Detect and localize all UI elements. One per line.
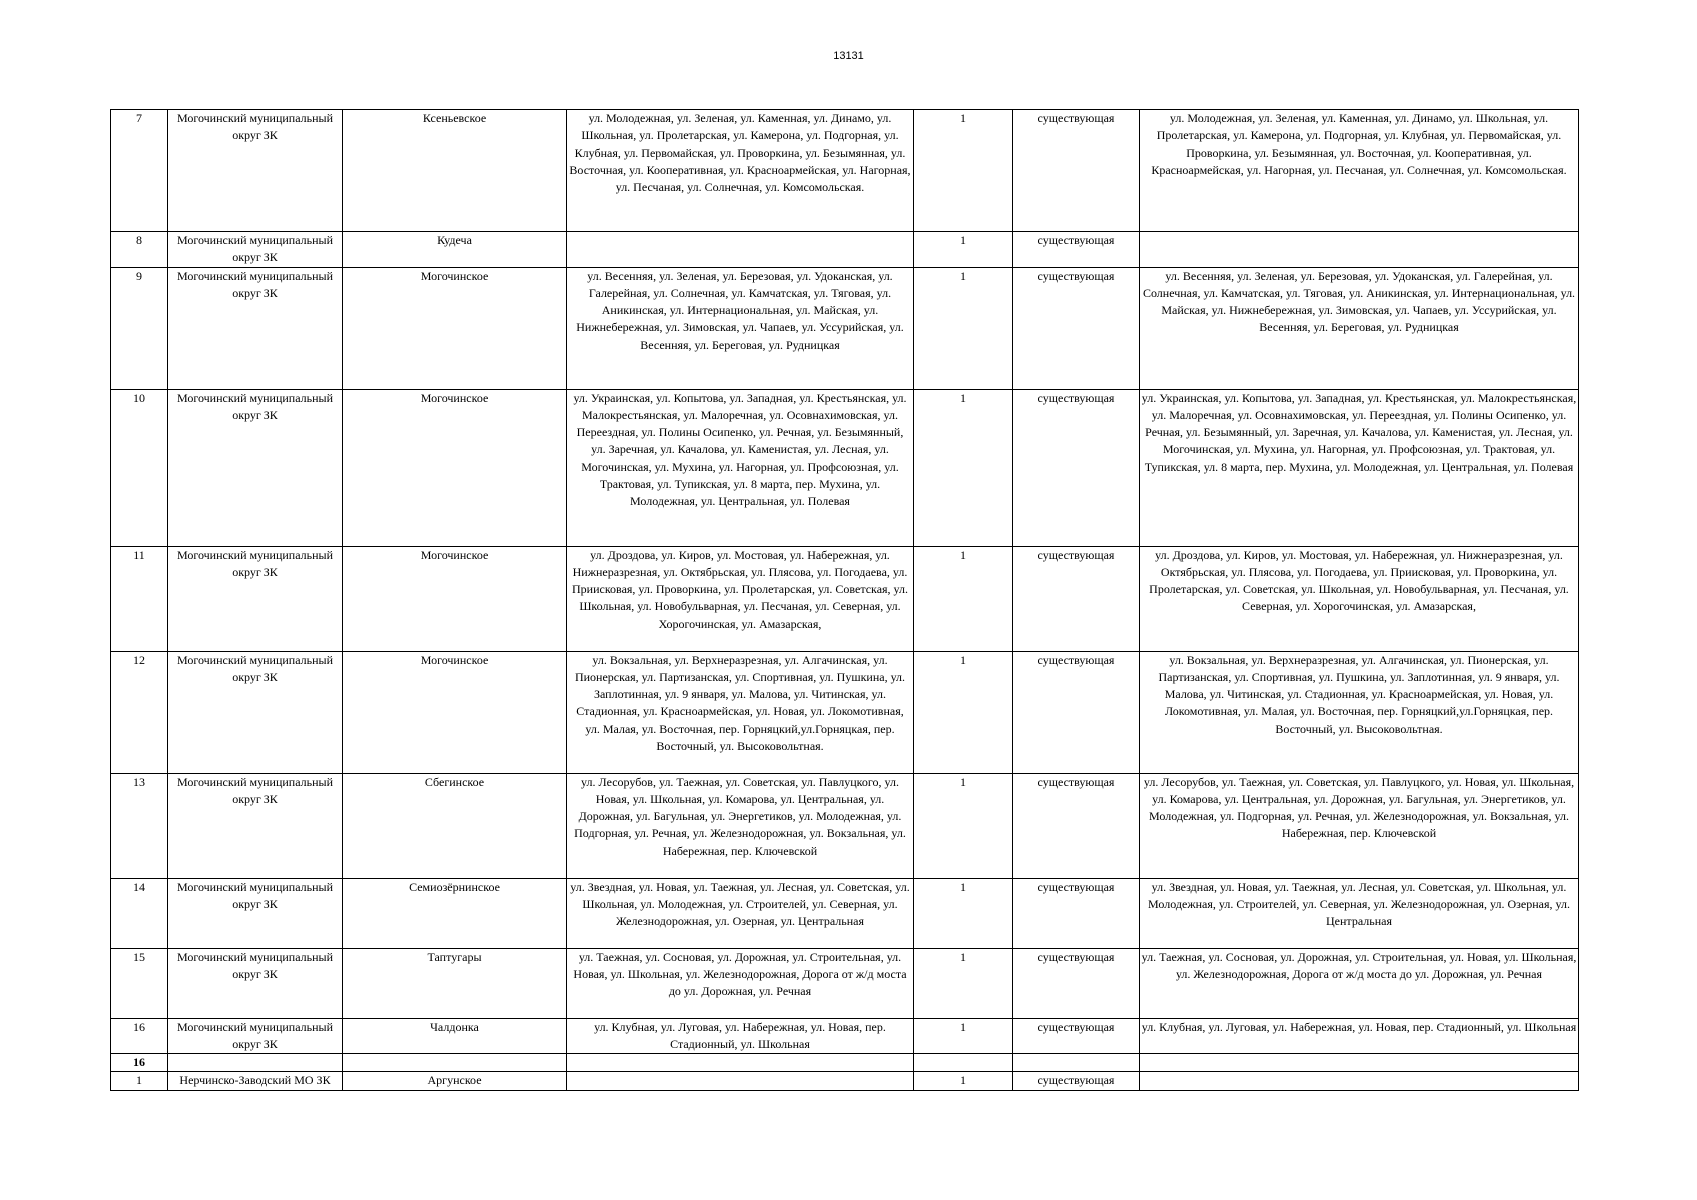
status-cell: существующая	[1013, 546, 1140, 651]
roads-registry-table	[110, 109, 1579, 1091]
district-cell: Могочинский муниципальный округ ЗК	[168, 546, 343, 651]
row-number-cell: 15	[111, 948, 168, 1018]
streets-cell: ул. Звездная, ул. Новая, ул. Таежная, ул. Лесная, ул. Советская, ул. Школьная, ул. Молодежная, ул. Строителей, ул. Северная, ул. Железнодорожная, ул. Озерная, ул. Центральная	[567, 878, 914, 948]
table-row	[111, 651, 1579, 773]
table-row	[111, 110, 1579, 232]
settlement-cell: Чалдонка	[343, 1018, 567, 1054]
total-row	[111, 1054, 1579, 1072]
district-cell: Могочинский муниципальный округ ЗК	[168, 651, 343, 773]
status-cell: существующая	[1013, 389, 1140, 546]
settlement-cell: Могочинское	[343, 651, 567, 773]
streets-cell: ул. Дроздова, ул. Киров, ул. Мостовая, ул. Набережная, ул. Нижнеразрезная, ул. Октябрьская, ул. Плясова, ул. Погодаева, ул. Приисковая, ул. Проворкина, ул. Пролетарская, ул. Советская, ул. Школьная, ул. Новобульварная, ул. Песчаная, ул. Северная, ул. Хорогочинская, ул. Амазарская,	[567, 546, 914, 651]
table-row	[111, 1072, 1579, 1090]
streets-cell: ул. Таежная, ул. Сосновая, ул. Дорожная, ул. Строительная, ул. Новая, ул. Школьная, ул. Железнодорожная, Дорога от ж/д моста до ул. Дорожная, ул. Речная	[567, 948, 914, 1018]
streets-detail-cell: ул. Лесорубов, ул. Таежная, ул. Советская, ул. Павлуцкого, ул. Новая, ул. Школьная, ул. Комарова, ул. Центральная, ул. Дорожная, ул. Багульная, ул. Энергетиков, ул. Молодежная, ул. Подгорная, ул. Речная, ул. Железнодорожная, ул. Вокзальная, ул. Набережная, пер. Ключевской	[1140, 773, 1579, 878]
streets-detail-cell	[1140, 1072, 1579, 1090]
empty-cell	[914, 1054, 1013, 1072]
status-cell: существующая	[1013, 773, 1140, 878]
streets-cell: ул. Клубная, ул. Луговая, ул. Набережная, ул. Новая, пер. Стадионный, ул. Школьная	[567, 1018, 914, 1054]
streets-detail-cell: ул. Звездная, ул. Новая, ул. Таежная, ул. Лесная, ул. Советская, ул. Школьная, ул. Молодежная, ул. Строителей, ул. Северная, ул. Железнодорожная, ул. Озерная, ул. Центральная	[1140, 878, 1579, 948]
settlement-cell: Кудеча	[343, 232, 567, 268]
table-row	[111, 267, 1579, 389]
table-row	[111, 1018, 1579, 1054]
row-number-cell: 8	[111, 232, 168, 268]
table-row	[111, 546, 1579, 651]
count-cell: 1	[914, 948, 1013, 1018]
streets-detail-cell: ул. Молодежная, ул. Зеленая, ул. Каменная, ул. Динамо, ул. Школьная, ул. Пролетарская, ул. Камерона, ул. Подгорная, ул. Клубная, ул. Первомайская, ул. Проворкина, ул. Безымянная, ул. Восточная, ул. Кооперативная, ул. Красноармейская, ул. Нагорная, ул. Песчаная, ул. Солнечная, ул. Комсомольская.	[1140, 110, 1579, 232]
district-cell: Могочинский муниципальный округ ЗК	[168, 267, 343, 389]
district-cell: Могочинский муниципальный округ ЗК	[168, 773, 343, 878]
district-cell: Могочинский муниципальный округ ЗК	[168, 110, 343, 232]
count-cell: 1	[914, 878, 1013, 948]
row-number-cell: 10	[111, 389, 168, 546]
district-cell: Могочинский муниципальный округ ЗК	[168, 878, 343, 948]
district-cell: Могочинский муниципальный округ ЗК	[168, 1018, 343, 1054]
settlement-cell: Ксеньевское	[343, 110, 567, 232]
row-number-cell: 12	[111, 651, 168, 773]
settlement-cell: Могочинское	[343, 546, 567, 651]
empty-cell	[168, 1054, 343, 1072]
streets-detail-cell: ул. Дроздова, ул. Киров, ул. Мостовая, ул. Набережная, ул. Нижнеразрезная, ул. Октябрьская, ул. Плясова, ул. Погодаева, ул. Приисковая, ул. Проворкина, ул. Пролетарская, ул. Советская, ул. Школьная, ул. Новобульварная, ул. Песчаная, ул. Северная, ул. Хорогочинская, ул. Амазарская,	[1140, 546, 1579, 651]
count-cell: 1	[914, 110, 1013, 232]
status-cell: существующая	[1013, 948, 1140, 1018]
table-body	[111, 110, 1579, 1091]
status-cell: существующая	[1013, 232, 1140, 268]
total-count-cell: 16	[111, 1054, 168, 1072]
settlement-cell: Могочинское	[343, 389, 567, 546]
table-row	[111, 878, 1579, 948]
row-number-cell: 14	[111, 878, 168, 948]
page-number: 13131	[833, 50, 864, 62]
streets-cell: ул. Весенняя, ул. Зеленая, ул. Березовая, ул. Удоканская, ул. Галерейная, ул. Солнечная, ул. Камчатская, ул. Тяговая, ул. Аникинская, ул. Интернациональная, ул. Майская, ул. Нижнебережная, ул. Зимовская, ул. Чапаев, ул. Уссурийская, ул. Весенняя, ул. Береговая, ул. Рудницкая	[567, 267, 914, 389]
streets-detail-cell: ул. Таежная, ул. Сосновая, ул. Дорожная, ул. Строительная, ул. Новая, ул. Школьная, ул. Железнодорожная, Дорога от ж/д моста до ул. Дорожная, ул. Речная	[1140, 948, 1579, 1018]
settlement-cell: Аргунское	[343, 1072, 567, 1090]
table-row	[111, 232, 1579, 268]
count-cell: 1	[914, 267, 1013, 389]
streets-detail-cell: ул. Весенняя, ул. Зеленая, ул. Березовая, ул. Удоканская, ул. Галерейная, ул. Солнечная, ул. Камчатская, ул. Тяговая, ул. Аникинская, ул. Интернациональная, ул. Майская, ул. Нижнебережная, ул. Зимовская, ул. Чапаев, ул. Уссурийская, ул. Весенняя, ул. Береговая, ул. Рудницкая	[1140, 267, 1579, 389]
district-cell: Нерчинско-Заводский МО ЗК	[168, 1072, 343, 1090]
settlement-cell: Семиозёрнинское	[343, 878, 567, 948]
streets-detail-cell: ул. Украинская, ул. Копытова, ул. Западная, ул. Крестьянская, ул. Малокрестьянская, ул. Малоречная, ул. Осовнахимовская, ул. Переездная, ул. Полины Осипенко, ул. Речная, ул. Безымянный, ул. Заречная, ул. Качалова, ул. Каменистая, ул. Лесная, ул. Могочинская, ул. Мухина, ул. Нагорная, ул. Профсоюзная, ул. Трактовая, ул. Тупикская, ул. 8 марта, пер. Мухина, ул. Молодежная, ул. Центральная, ул. Полевая	[1140, 389, 1579, 546]
streets-cell	[567, 1072, 914, 1090]
streets-cell: ул. Молодежная, ул. Зеленая, ул. Каменная, ул. Динамо, ул. Школьная, ул. Пролетарская, ул. Камерона, ул. Подгорная, ул. Клубная, ул. Первомайская, ул. Проворкина, ул. Безымянная, ул. Восточная, ул. Кооперативная, ул. Красноармейская, ул. Нагорная, ул. Песчаная, ул. Солнечная, ул. Комсомольская.	[567, 110, 914, 232]
streets-cell: ул. Лесорубов, ул. Таежная, ул. Советская, ул. Павлуцкого, ул. Новая, ул. Школьная, ул. Комарова, ул. Центральная, ул. Дорожная, ул. Багульная, ул. Энергетиков, ул. Молодежная, ул. Подгорная, ул. Речная, ул. Железнодорожная, ул. Вокзальная, ул. Набережная, пер. Ключевской	[567, 773, 914, 878]
streets-detail-cell: ул. Клубная, ул. Луговая, ул. Набережная, ул. Новая, пер. Стадионный, ул. Школьная	[1140, 1018, 1579, 1054]
status-cell: существующая	[1013, 651, 1140, 773]
streets-cell: ул. Вокзальная, ул. Верхнеразрезная, ул. Алгачинская, ул. Пионерская, ул. Партизанская, ул. Спортивная, ул. Пушкина, ул. Заплотинная, ул. 9 января, ул. Малова, ул. Читинская, ул. Стадионная, ул. Красноармейская, ул. Новая, ул. Локомотивная, ул. Малая, ул. Восточная, пер. Горняцкий,ул.Горняцкая, пер. Восточный, ул. Высоковольтная.	[567, 651, 914, 773]
empty-cell	[1140, 1054, 1579, 1072]
count-cell: 1	[914, 1072, 1013, 1090]
count-cell: 1	[914, 1018, 1013, 1054]
row-number-cell: 9	[111, 267, 168, 389]
status-cell: существующая	[1013, 1018, 1140, 1054]
empty-cell	[567, 1054, 914, 1072]
row-number-cell: 1	[111, 1072, 168, 1090]
status-cell: существующая	[1013, 878, 1140, 948]
empty-cell	[343, 1054, 567, 1072]
district-cell: Могочинский муниципальный округ ЗК	[168, 232, 343, 268]
settlement-cell: Могочинское	[343, 267, 567, 389]
status-cell: существующая	[1013, 110, 1140, 232]
count-cell: 1	[914, 232, 1013, 268]
table-row	[111, 948, 1579, 1018]
count-cell: 1	[914, 651, 1013, 773]
count-cell: 1	[914, 773, 1013, 878]
row-number-cell: 16	[111, 1018, 168, 1054]
district-cell: Могочинский муниципальный округ ЗК	[168, 948, 343, 1018]
settlement-cell: Сбегинское	[343, 773, 567, 878]
streets-detail-cell: ул. Вокзальная, ул. Верхнеразрезная, ул. Алгачинская, ул. Пионерская, ул. Партизанская, ул. Спортивная, ул. Пушкина, ул. Заплотинная, ул. 9 января, ул. Малова, ул. Читинская, ул. Стадионная, ул. Красноармейская, ул. Новая, ул. Локомотивная, ул. Малая, ул. Восточная, пер. Горняцкий,ул.Горняцкая, пер. Восточный, ул. Высоковольтная.	[1140, 651, 1579, 773]
row-number-cell: 11	[111, 546, 168, 651]
settlement-cell: Таптугары	[343, 948, 567, 1018]
table-row	[111, 773, 1579, 878]
streets-cell: ул. Украинская, ул. Копытова, ул. Западная, ул. Крестьянская, ул. Малокрестьянская, ул. Малоречная, ул. Осовнахимовская, ул. Переездная, ул. Полины Осипенко, ул. Речная, ул. Безымянный, ул. Заречная, ул. Качалова, ул. Каменистая, ул. Лесная, ул. Могочинская, ул. Мухина, ул. Нагорная, ул. Профсоюзная, ул. Трактовая, ул. Тупикская, ул. 8 марта, пер. Мухина, ул. Молодежная, ул. Центральная, ул. Полевая	[567, 389, 914, 546]
status-cell: существующая	[1013, 267, 1140, 389]
row-number-cell: 13	[111, 773, 168, 878]
status-cell: существующая	[1013, 1072, 1140, 1090]
count-cell: 1	[914, 546, 1013, 651]
streets-detail-cell	[1140, 232, 1579, 268]
streets-cell	[567, 232, 914, 268]
count-cell: 1	[914, 389, 1013, 546]
empty-cell	[1013, 1054, 1140, 1072]
district-cell: Могочинский муниципальный округ ЗК	[168, 389, 343, 546]
table-row	[111, 389, 1579, 546]
row-number-cell: 7	[111, 110, 168, 232]
